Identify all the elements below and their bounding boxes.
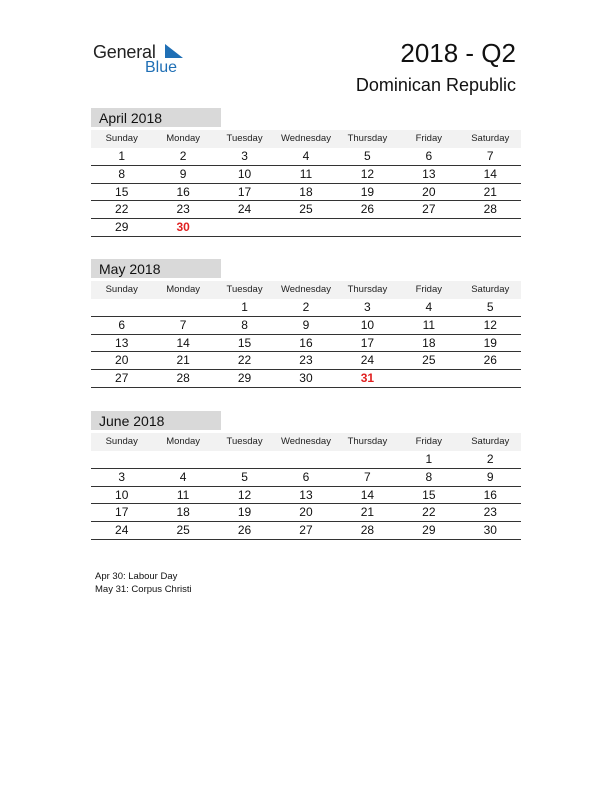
weekday-label: Wednesday <box>280 436 331 447</box>
day-cell <box>152 299 213 316</box>
day-cell: 21 <box>483 184 497 199</box>
day-cell: 13 <box>422 166 436 181</box>
day-cell <box>275 451 336 468</box>
day-cell: 10 <box>237 166 252 181</box>
day-cell: 23 <box>299 353 313 368</box>
day-cell: 23 <box>176 202 190 217</box>
week-row <box>91 370 521 388</box>
day-cell: 4 <box>425 300 433 314</box>
weekday-header <box>91 130 521 148</box>
holiday-note: Apr 30: Labour Day <box>95 571 178 582</box>
day-cell: 24 <box>360 353 375 368</box>
weekday-label: Sunday <box>105 284 138 295</box>
weekday-label: Friday <box>415 436 443 447</box>
day-cell: 19 <box>360 184 375 199</box>
day-cell: 29 <box>237 371 252 386</box>
day-cell: 22 <box>422 505 436 520</box>
logo-general-text: General <box>93 42 156 62</box>
day-cell: 4 <box>179 469 187 484</box>
logo-triangle-icon <box>163 44 183 60</box>
day-cell: 3 <box>241 149 248 163</box>
week-row <box>91 335 521 353</box>
day-cell: 30 <box>299 371 313 386</box>
day-cell: 27 <box>299 523 313 538</box>
day-cell: 14 <box>483 166 497 181</box>
day-cell: 4 <box>302 149 310 163</box>
day-cell: 20 <box>299 505 313 520</box>
day-cell: 30 <box>483 523 497 538</box>
week-row <box>91 148 521 166</box>
day-cell: 27 <box>115 371 129 386</box>
month-april <box>91 108 521 237</box>
week-row <box>91 299 521 317</box>
day-cell: 20 <box>422 184 436 199</box>
week-row <box>91 469 521 487</box>
day-cell: 5 <box>486 300 494 314</box>
day-cell: 17 <box>237 184 252 199</box>
day-cell: 19 <box>237 505 252 520</box>
day-cell <box>337 219 398 236</box>
weekday-label: Sunday <box>105 436 138 447</box>
day-cell: 6 <box>425 149 433 163</box>
holiday-notes <box>95 570 192 596</box>
week-row <box>91 451 521 469</box>
day-cell: 17 <box>360 335 375 350</box>
day-cell: 28 <box>483 202 497 217</box>
month-label: June 2018 <box>91 411 221 430</box>
day-cell: 16 <box>483 487 497 502</box>
day-cell: 6 <box>118 317 126 332</box>
day-cell: 13 <box>299 487 313 502</box>
day-cell: 25 <box>299 202 313 217</box>
day-cell: 26 <box>360 202 375 217</box>
day-cell: 18 <box>422 335 436 350</box>
day-cell: 15 <box>237 335 252 350</box>
day-cell <box>398 219 459 236</box>
weekday-label: Monday <box>166 436 201 447</box>
day-cell: 26 <box>483 353 497 368</box>
day-cell: 8 <box>118 166 126 181</box>
month-label: April 2018 <box>91 108 221 127</box>
day-cell: 25 <box>176 523 190 538</box>
day-cell: 24 <box>237 202 252 217</box>
day-cell: 26 <box>237 523 252 538</box>
weekday-label: Friday <box>415 133 443 144</box>
day-cell: 5 <box>364 149 371 163</box>
day-cell: 24 <box>115 523 129 538</box>
day-cell: 12 <box>360 166 375 181</box>
day-cell <box>214 451 275 468</box>
weekday-label: Wednesday <box>280 284 331 295</box>
weekday-header <box>91 281 521 299</box>
day-cell: 25 <box>422 353 436 368</box>
weekday-label: Tuesday <box>226 284 263 295</box>
day-cell: 21 <box>360 505 375 520</box>
day-cell <box>91 299 152 316</box>
weekday-label: Friday <box>415 284 443 295</box>
day-cell: 9 <box>486 469 494 484</box>
day-cell: 6 <box>302 469 310 484</box>
day-cell: 7 <box>486 149 494 163</box>
day-cell: 10 <box>115 487 129 502</box>
day-cell <box>460 219 521 236</box>
day-cell: 17 <box>115 505 129 520</box>
day-cell: 2 <box>179 149 187 163</box>
weekday-label: Monday <box>166 133 201 144</box>
day-cell <box>337 451 398 468</box>
day-cell: 20 <box>115 353 129 368</box>
week-row <box>91 184 521 202</box>
day-cell: 31 <box>360 371 375 386</box>
month-june <box>91 411 521 540</box>
day-cell: 28 <box>360 523 375 538</box>
weekday-label: Sunday <box>105 133 138 144</box>
day-cell: 15 <box>422 487 436 502</box>
page-title: 2018 - Q2 <box>400 38 516 68</box>
day-cell: 13 <box>115 335 129 350</box>
weekday-label: Tuesday <box>226 436 263 447</box>
day-cell: 16 <box>299 335 313 350</box>
day-cell: 1 <box>241 300 248 314</box>
logo-blue-text: Blue <box>145 59 178 76</box>
weekday-label: Tuesday <box>226 133 263 144</box>
day-cell: 8 <box>241 317 248 332</box>
week-row <box>91 219 521 237</box>
month-may <box>91 259 521 388</box>
week-row <box>91 522 521 540</box>
day-cell <box>460 370 521 387</box>
day-cell <box>214 219 275 236</box>
day-cell: 29 <box>422 523 436 538</box>
day-cell: 14 <box>176 335 190 350</box>
day-cell: 14 <box>360 487 375 502</box>
weekday-label: Thursday <box>347 133 388 144</box>
day-cell: 11 <box>422 317 436 332</box>
holiday-note: May 31: Corpus Christi <box>95 584 192 595</box>
day-cell: 9 <box>302 317 310 332</box>
week-row <box>91 317 521 335</box>
day-cell <box>152 451 213 468</box>
day-cell: 29 <box>115 220 129 235</box>
day-cell: 2 <box>302 300 310 314</box>
day-cell: 19 <box>483 335 497 350</box>
day-cell: 28 <box>176 371 190 386</box>
week-row <box>91 487 521 505</box>
day-cell <box>91 451 152 468</box>
day-cell: 12 <box>237 487 252 502</box>
day-cell: 18 <box>299 184 313 199</box>
weekday-label: Monday <box>166 284 201 295</box>
day-cell: 7 <box>364 469 371 484</box>
day-cell: 23 <box>483 505 497 520</box>
weekday-label: Wednesday <box>280 133 331 144</box>
day-cell: 27 <box>422 202 436 217</box>
day-cell <box>275 219 336 236</box>
week-row <box>91 352 521 370</box>
day-cell: 8 <box>425 469 433 484</box>
month-label: May 2018 <box>91 259 221 278</box>
day-cell <box>398 370 459 387</box>
day-cell: 7 <box>179 317 187 332</box>
day-cell: 3 <box>118 469 126 484</box>
day-cell: 22 <box>115 202 129 217</box>
weekday-label: Saturday <box>471 284 510 295</box>
day-cell: 18 <box>176 505 190 520</box>
day-cell: 1 <box>425 452 433 466</box>
day-cell: 30 <box>176 220 190 235</box>
day-cell: 3 <box>364 300 371 314</box>
day-cell: 11 <box>299 166 313 181</box>
day-cell: 21 <box>176 353 190 368</box>
day-cell: 5 <box>241 469 248 484</box>
weekday-label: Saturday <box>471 436 510 447</box>
day-cell: 16 <box>176 184 190 199</box>
day-cell: 15 <box>115 184 129 199</box>
day-cell: 10 <box>360 317 375 332</box>
day-cell: 9 <box>179 166 187 181</box>
day-cell: 2 <box>486 452 494 466</box>
day-cell: 11 <box>176 487 190 502</box>
weekday-header <box>91 433 521 451</box>
day-cell: 12 <box>483 317 497 332</box>
day-cell: 22 <box>237 353 252 368</box>
week-row <box>91 201 521 219</box>
week-row <box>91 166 521 184</box>
country-name: Dominican Republic <box>355 75 516 95</box>
week-row <box>91 504 521 522</box>
weekday-label: Thursday <box>347 436 388 447</box>
generalblue-logo <box>93 40 193 80</box>
weekday-label: Saturday <box>471 133 510 144</box>
day-cell: 1 <box>118 149 126 163</box>
weekday-label: Thursday <box>347 284 388 295</box>
